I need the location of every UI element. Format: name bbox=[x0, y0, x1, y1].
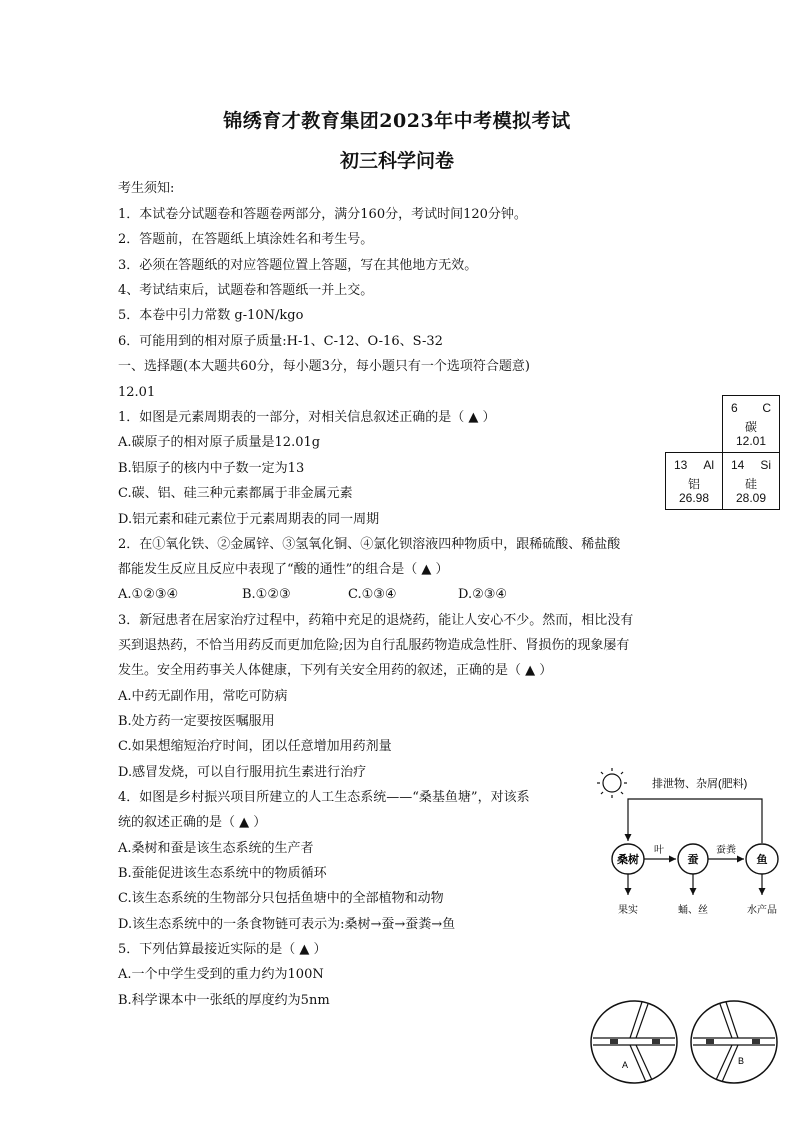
product-label: 蛹、丝 bbox=[678, 905, 708, 916]
junction-diagrams bbox=[588, 998, 788, 1088]
question-3-stem: 发生。安全用药事关人体健康，下列有关安全用药的叙述，正确的是（ ▲ ） bbox=[118, 663, 553, 678]
question-2-option-c: C.①③④ bbox=[348, 587, 397, 602]
question-4-option-c: C.该生态系统的生物部分只包括鱼塘中的全部植物和动物 bbox=[118, 891, 444, 906]
atomic-number: 6 bbox=[731, 401, 738, 415]
notice-item: 5．本卷中引力常数 g-10N/kgo bbox=[118, 308, 304, 323]
question-3-option-b: B.处方药一定要按医嘱服用 bbox=[118, 714, 275, 729]
question-3-stem: 3．新冠患者在居家治疗过程中，药箱中充足的退烧药，能让人安心不少。然而，相比没有 bbox=[118, 613, 634, 628]
diagram-b bbox=[691, 1001, 777, 1083]
ecosystem-diagram bbox=[590, 765, 790, 925]
notice-item: 1．本试卷分试题卷和答题卷两部分，满分160分，考试时间120分钟。 bbox=[118, 207, 527, 222]
question-2-option-a: A.①②③④ bbox=[118, 587, 179, 602]
edge-label: 叶 bbox=[654, 845, 664, 856]
product-label: 水产品 bbox=[747, 905, 777, 916]
diagram-label: B bbox=[738, 1056, 745, 1066]
question-4-stem: 统的叙述正确的是（ ▲ ） bbox=[118, 815, 267, 830]
question-1-option-a: A.碳原子的相对原子质量是12.01g bbox=[118, 435, 321, 450]
question-1-stem: 1．如图是元素周期表的一部分，对相关信息叙述正确的是（ ▲ ） bbox=[118, 410, 496, 425]
element-symbol: C bbox=[762, 401, 771, 415]
section-heading: 一、选择题(本大题共60分，每小题3分，每小题只有一个选项符合题意) bbox=[118, 359, 530, 374]
atomic-mass: 26.98 bbox=[678, 491, 710, 505]
diagram-a bbox=[591, 1001, 677, 1083]
node-label: 桑树 bbox=[617, 854, 639, 866]
question-5-option-a: A.一个中学生受到的重力约为100N bbox=[118, 967, 324, 982]
element-cell-carbon bbox=[723, 396, 780, 453]
node-label: 鱼 bbox=[756, 854, 768, 866]
notice-item: 3．必须在答题纸的对应答题位置上答题，写在其他地方无效。 bbox=[118, 258, 478, 273]
element-name: 硅 bbox=[744, 477, 757, 491]
question-2-stem: 都能发生反应且反应中表现了“酸的通性”的组合是（ ▲ ） bbox=[118, 562, 449, 577]
periodic-table-excerpt bbox=[665, 395, 780, 510]
question-5-option-b: B.科学课本中一张纸的厚度约为5nm bbox=[118, 993, 330, 1008]
question-2-option-b: B.①②③ bbox=[242, 587, 291, 602]
notice-item: 6．可能用到的相对原子质量:H-1、C-12、O-16、S-32 bbox=[118, 334, 443, 349]
atomic-number: 13 bbox=[674, 458, 688, 472]
question-3-option-d: D.感冒发烧，可以自行服用抗生素进行治疗 bbox=[118, 765, 367, 780]
notice-item: 2．答题前，在答题纸上填涂姓名和考生号。 bbox=[118, 232, 374, 247]
question-4-stem: 4．如图是乡村振兴项目所建立的人工生态系统——“桑基鱼塘”，对该系 bbox=[118, 790, 530, 805]
question-3-stem: 买到退热药，不恰当用药反而更加危险;因为自行乱服药物造成急性肝、肾损伤的现象屡有 bbox=[118, 638, 630, 653]
element-symbol: Al bbox=[703, 458, 714, 472]
question-4-option-a: A.桑树和蚕是该生态系统的生产者 bbox=[118, 841, 314, 856]
atomic-mass: 12.01 bbox=[735, 434, 767, 448]
atomic-mass: 28.09 bbox=[735, 491, 767, 505]
node-label: 蚕 bbox=[687, 854, 699, 866]
stray-text: 12.01 bbox=[118, 385, 156, 400]
question-1-option-d: D.铝元素和硅元素位于元素周期表的同一周期 bbox=[118, 512, 380, 527]
question-1-option-b: B.铝原子的核内中子数一定为13 bbox=[118, 461, 305, 476]
question-4-option-d: D.该生态系统中的一条食物链可表示为:桑树→蚕→蚕粪→鱼 bbox=[118, 917, 456, 932]
element-cell-silicon bbox=[723, 453, 780, 510]
atomic-number: 14 bbox=[731, 458, 745, 472]
element-name: 碳 bbox=[744, 420, 757, 434]
question-3-option-a: A.中药无副作用，常吃可防病 bbox=[118, 689, 288, 704]
product-label: 果实 bbox=[618, 905, 638, 916]
sun-icon bbox=[597, 768, 627, 798]
question-3-option-c: C.如果想缩短治疗时间，团以任意增加用药剂量 bbox=[118, 739, 392, 754]
question-2-stem: 2．在①氧化铁、②金属锌、③氢氧化铜、④氯化钡溶液四种物质中，跟稀硫酸、稀盐酸 bbox=[118, 537, 621, 552]
element-cell-aluminium bbox=[666, 453, 723, 510]
exam-subtitle: 初三科学问卷 bbox=[339, 150, 454, 172]
notice-heading: 考生须知: bbox=[118, 181, 175, 196]
question-2-option-d: D.②③④ bbox=[458, 587, 508, 602]
element-symbol: Si bbox=[760, 458, 771, 472]
exam-title: 锦绣育才教育集团2023年中考模拟考试 bbox=[223, 110, 571, 132]
edge-label: 蚕粪 bbox=[716, 845, 736, 856]
diagram-label: A bbox=[622, 1060, 629, 1070]
fertilizer-label: 排泄物、杂屑(肥料) bbox=[652, 778, 748, 790]
element-name: 铝 bbox=[687, 477, 700, 491]
notice-item: 4、考试结束后，试题卷和答题纸一并上交。 bbox=[118, 283, 374, 298]
question-4-option-b: B.蚕能促进该生态系统中的物质循环 bbox=[118, 866, 327, 881]
question-5-stem: 5．下列估算最接近实际的是（ ▲ ） bbox=[118, 942, 327, 957]
question-1-option-c: C.碳、铝、硅三种元素都属于非金属元素 bbox=[118, 486, 353, 501]
